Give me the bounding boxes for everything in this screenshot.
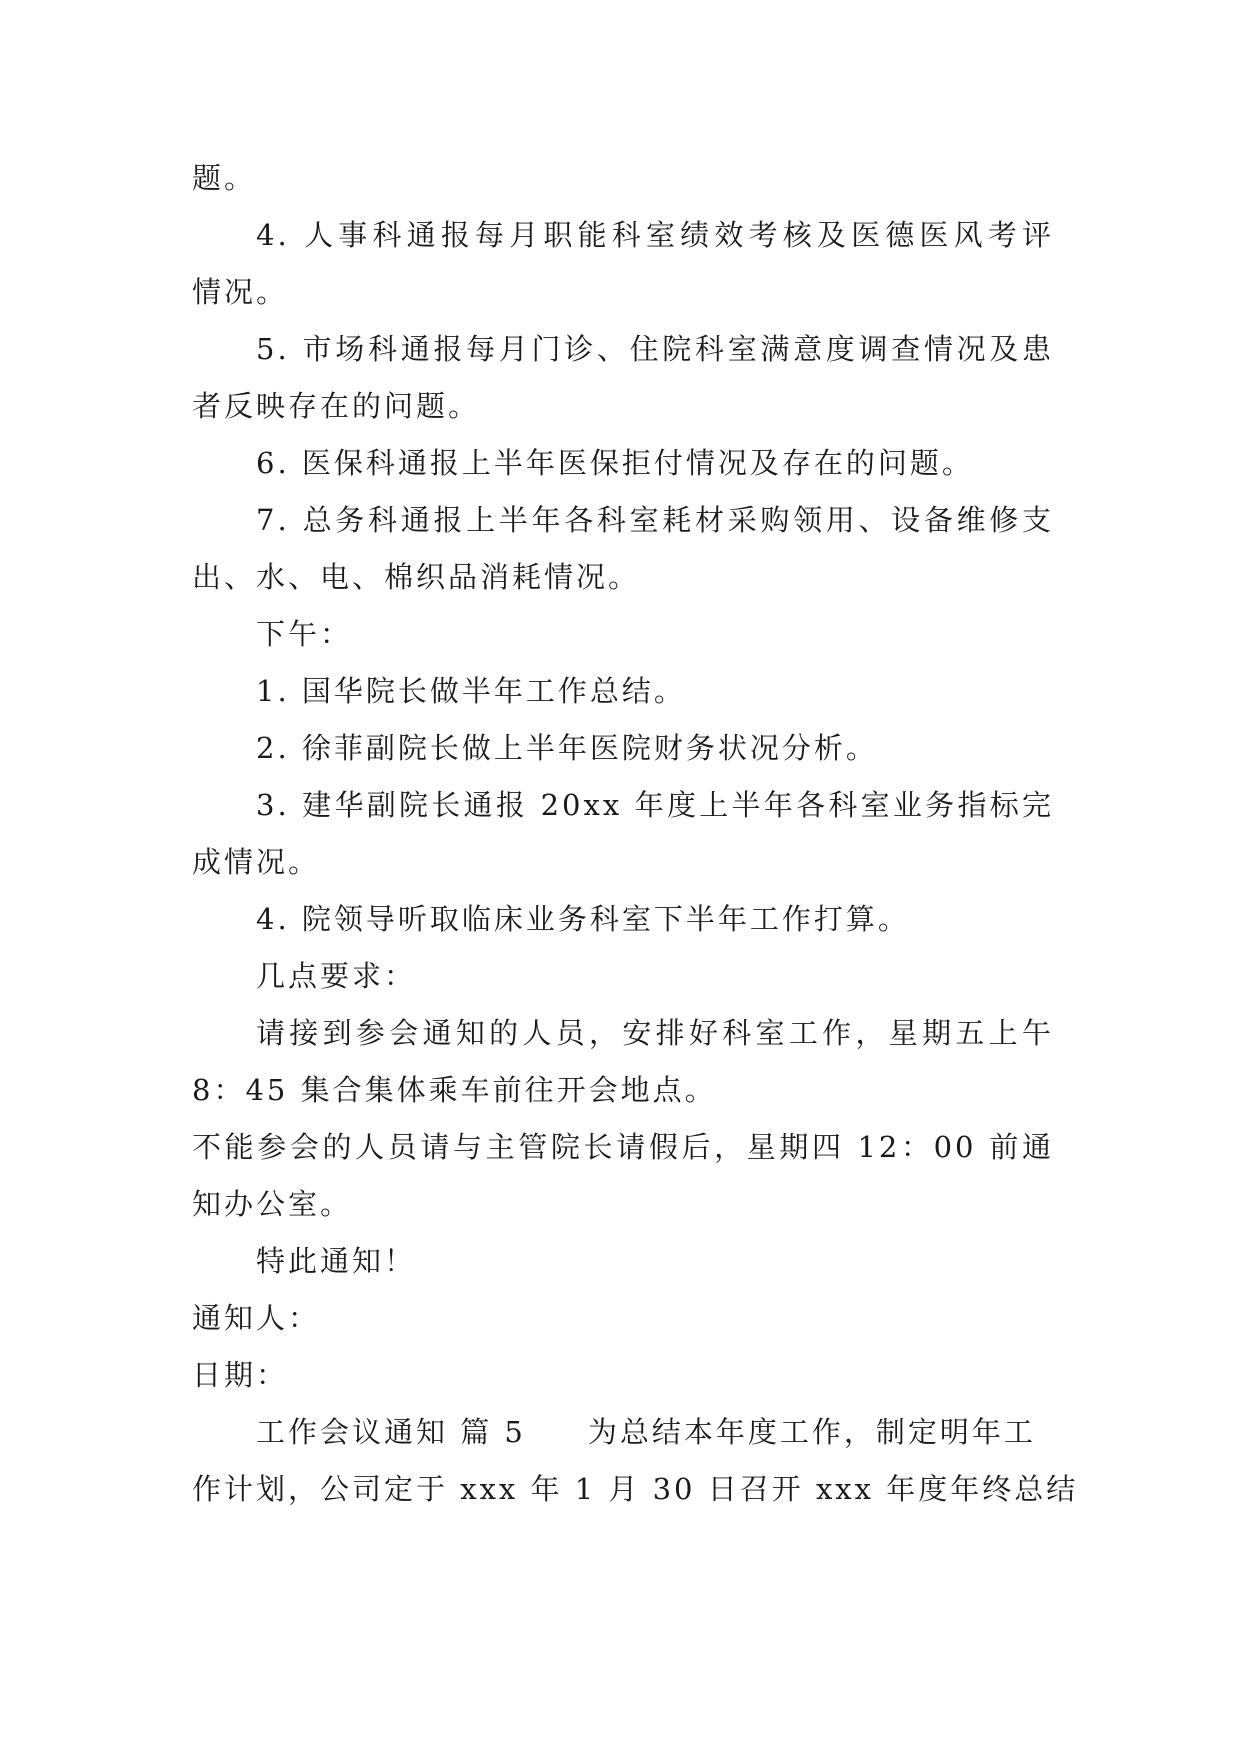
paragraph-line: 8：45 集合集体乘车前往开会地点。 [192,1073,717,1107]
paragraph-line: 者反映存在的问题。 [192,389,481,423]
paragraph-line: 题。 [192,161,257,195]
section-label: 下午： [256,617,353,651]
paragraph-line: 7. 总务科通报上半年各科室耗材采购领用、设备维修支 [256,503,1054,537]
paragraph-line: 6. 医保科通报上半年医保拒付情况及存在的问题。 [256,446,974,480]
paragraph-line: 作计划，公司定于 xxx 年 1 月 30 日召开 xxx 年度年终总结 [192,1472,1079,1506]
paragraph-line: 出、水、电、棉织品消耗情况。 [192,560,641,594]
paragraph-line: 成情况。 [192,845,321,879]
paragraph-line: 情况。 [192,275,289,309]
section-heading-line [192,1404,1054,1461]
paragraph-line: 3. 建华副院长通报 20xx 年度上半年各科室业务指标完 [256,788,1054,822]
paragraph-line: 不能参会的人员请与主管院长请假后，星期四 12：00 前通 [192,1130,1054,1164]
section-label: 几点要求： [256,959,417,993]
paragraph-line: 2. 徐菲副院长做上半年医院财务状况分析。 [256,731,878,765]
paragraph-line: 4. 院领导听取临床业务科室下半年工作打算。 [256,902,910,936]
paragraph-line: 请接到参会通知的人员，安排好科室工作，星期五上午 [256,1016,1054,1050]
section-heading: 工作会议通知 篇 5 [256,1415,526,1449]
closing-line: 特此通知！ [256,1244,417,1278]
paragraph-line: 知办公室。 [192,1187,353,1221]
date-label: 日期： [192,1358,289,1392]
section-first-text: 为总结本年度工作，制定明年工 [587,1415,1036,1449]
document-body [192,150,1079,1518]
paragraph-line: 1. 国华院长做半年工作总结。 [256,674,686,708]
notifier-label: 通知人： [192,1301,321,1335]
paragraph-line: 4. 人事科通报每月职能科室绩效考核及医德医风考评 [256,218,1054,252]
paragraph-line: 5. 市场科通报每月门诊、住院科室满意度调查情况及患 [256,332,1054,366]
